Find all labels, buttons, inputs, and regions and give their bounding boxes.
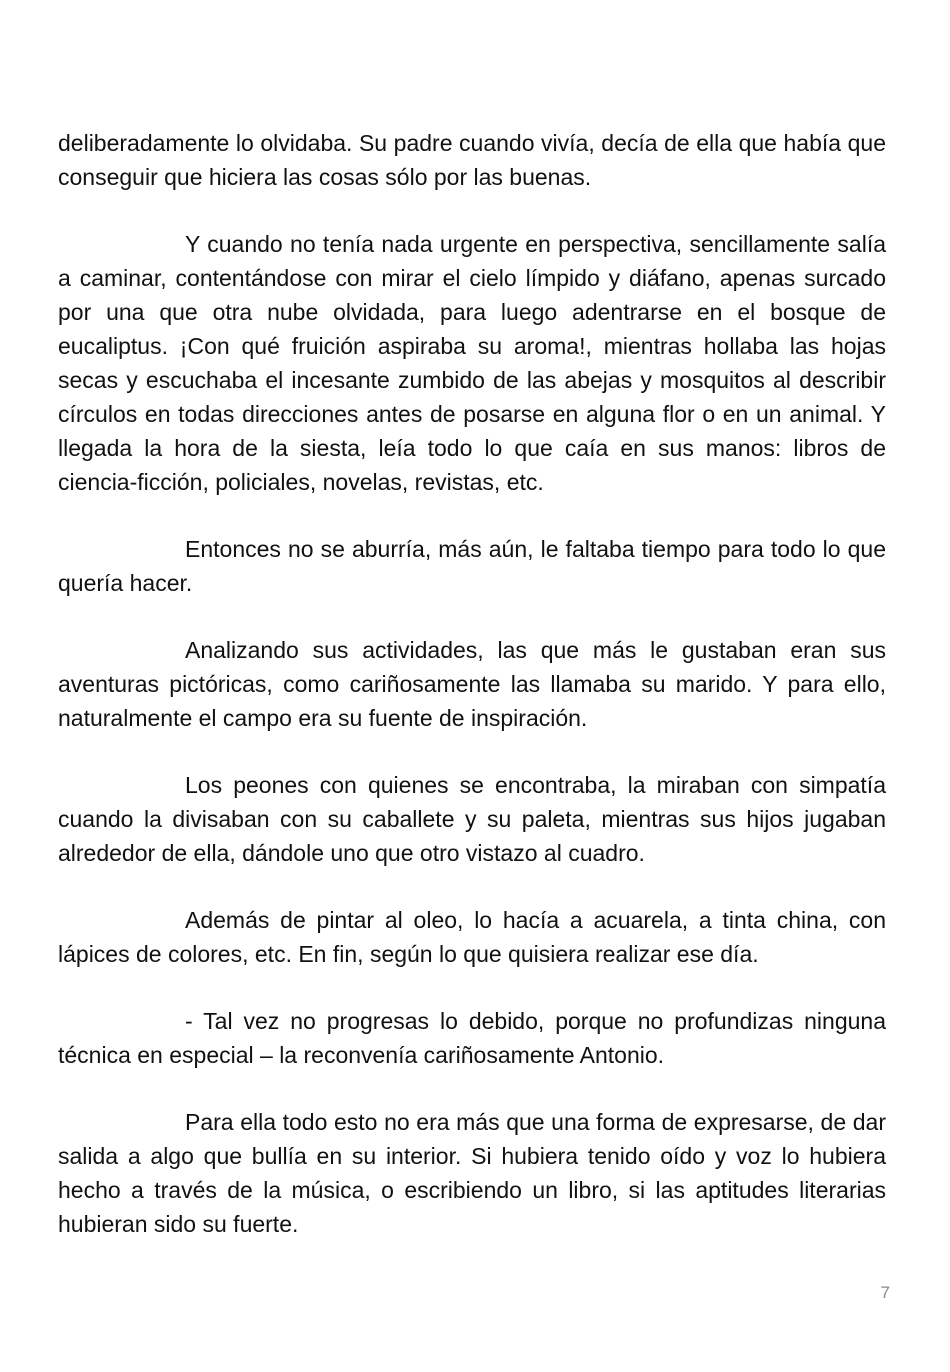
page-number: 7 xyxy=(880,1283,890,1302)
page-body xyxy=(58,126,886,1274)
paragraph-not-bored: Entonces no se aburría, más aún, le faltaba tiempo para todo lo que quería hacer. xyxy=(58,536,886,596)
paragraph-peones: Los peones con quienes se encontraba, la miraban con simpatía cuando la divisaban con su caballete y su paleta, mientras sus hijos jugaban alrededor de ella, dándole uno que otro vistazo al cuadro. xyxy=(58,772,886,866)
paragraph-continuation: deliberadamente lo olvidaba. Su padre cuando vivía, decía de ella que había que conseguir que hiciera las cosas sólo por las buenas. xyxy=(58,130,886,190)
paragraph-techniques: Además de pintar al oleo, lo hacía a acuarela, a tinta china, con lápices de colores, etc. En fin, según lo que quisiera realizar ese día. xyxy=(58,907,886,967)
paragraph-walk: Y cuando no tenía nada urgente en perspectiva, sencillamente salía a caminar, contentándose con mirar el cielo límpido y diáfano, apenas surcado por una que otra nube olvidada, para luego adentrarse en el bosque de eucaliptus. ¡Con qué fruición aspiraba su aroma!, mientras hollaba las hojas secas y escuchaba el incesante zumbido de las abejas y mosquitos al describir círculos en todas direcciones antes de posarse en alguna flor o en un animal. Y llegada la hora de la siesta, leía todo lo que caía en sus manos: libros de ciencia-ficción, policiales, novelas, revistas, etc. xyxy=(58,231,886,495)
paragraph-activities: Analizando sus actividades, las que más le gustaban eran sus aventuras pictóricas, como cariñosamente las llamaba su marido. Y para ello, naturalmente el campo era su fuente de inspiración. xyxy=(58,637,886,731)
paragraph-expression: Para ella todo esto no era más que una forma de expresarse, de dar salida a algo que bullía en su interior. Si hubiera tenido oído y voz lo hubiera hecho a través de la música, o escribiendo un libro, si las aptitudes literarias hubieran sido su fuerte. xyxy=(58,1109,886,1237)
paragraph-dialogue: - Tal vez no progresas lo debido, porque no profundizas ninguna técnica en especial – la reconvenía cariñosamente Antonio. xyxy=(58,1008,886,1068)
